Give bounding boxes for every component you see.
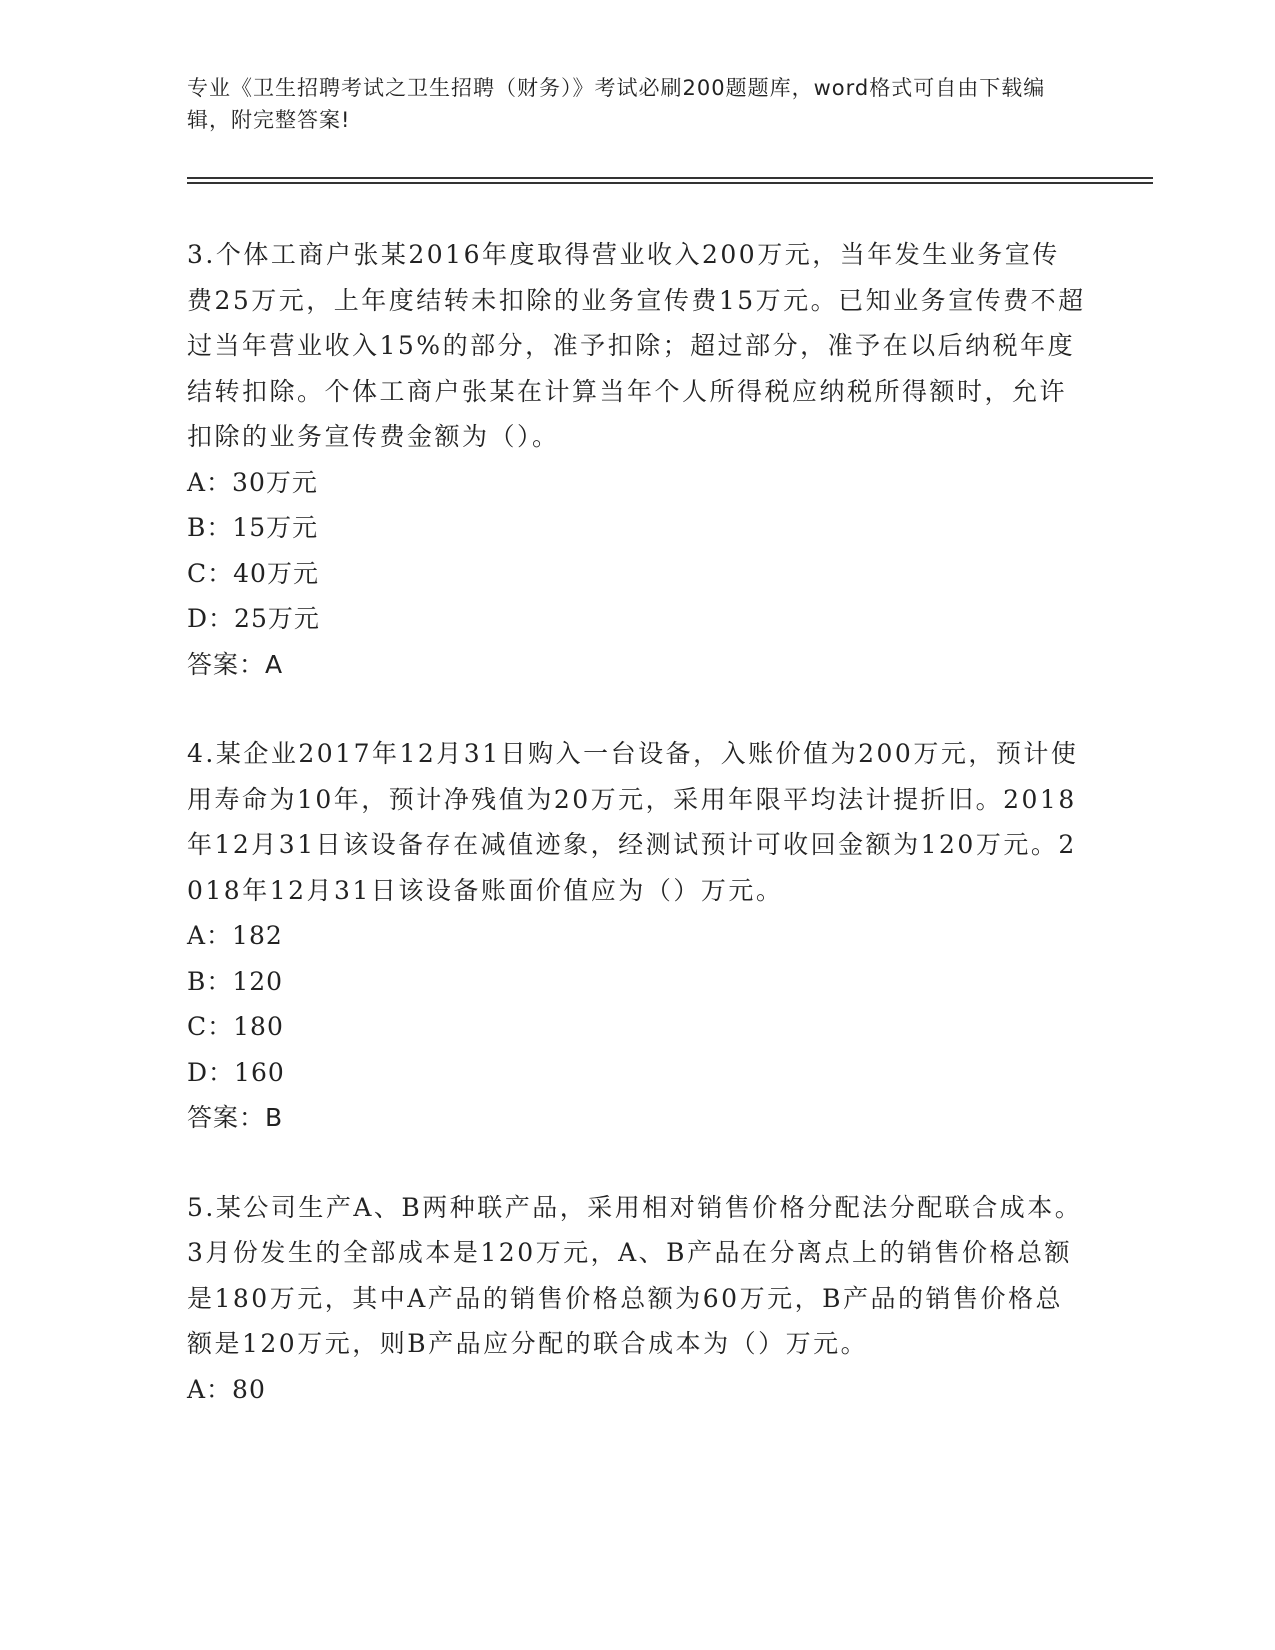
question-text: 3.个体工商户张某2016年度取得营业收入200万元，当年发生业务宣传费25万元，上年度结转未扣除的业务宣传费15万元。已知业务宣传费不超过当年营业收入15%的部分，准予扣除；超过部分，准予在以后纳税年度结转扣除。个体工商户张某在计算当年个人所得税应纳税所得额时，允许扣除的业务宣传费金额为（）。 bbox=[187, 240, 1086, 451]
option-a: A：80 bbox=[187, 1374, 266, 1404]
option-a: A：182 bbox=[187, 921, 283, 950]
question-4 bbox=[187, 731, 1087, 1141]
question-text: 5.某公司生产A、B两种联产品，采用相对销售价格分配法分配联合成本。3月份发生的全部成本是120万元，A、B产品在分离点上的销售价格总额是180万元，其中A产品的销售价格总额为60万元，B产品的销售价格总额是120万元，则B产品应分配的联合成本为（）万元。 bbox=[187, 1192, 1083, 1358]
header-divider-top bbox=[187, 177, 1153, 179]
question-list bbox=[187, 232, 1087, 1456]
document-header: 专业《卫生招聘考试之卫生招聘（财务）》考试必刷200题题库，word格式可自由下载编辑，附完整答案! bbox=[187, 76, 1046, 132]
answer-label: 答案：A bbox=[187, 649, 284, 679]
option-d: D：25万元 bbox=[187, 604, 320, 633]
option-c: C：180 bbox=[187, 1012, 284, 1041]
question-3 bbox=[187, 232, 1087, 687]
option-d: D：160 bbox=[187, 1057, 285, 1087]
header-divider-bottom bbox=[187, 182, 1153, 184]
option-b: B：15万元 bbox=[187, 513, 319, 542]
answer-label: 答案：B bbox=[187, 1103, 284, 1132]
option-c: C：40万元 bbox=[187, 558, 319, 588]
question-text: 4.某企业2017年12月31日购入一台设备，入账价值为200万元，预计使用寿命为10年，预计净残值为20万元，采用年限平均法计提折旧。2018年12月31日该设备存在减值迹象，经测试预计可收回金额为120万元。2018年12月31日该设备账面价值应为（）万元。 bbox=[187, 739, 1079, 905]
option-b: B：120 bbox=[187, 966, 284, 996]
option-a: A：30万元 bbox=[187, 467, 318, 497]
question-5 bbox=[187, 1185, 1087, 1413]
